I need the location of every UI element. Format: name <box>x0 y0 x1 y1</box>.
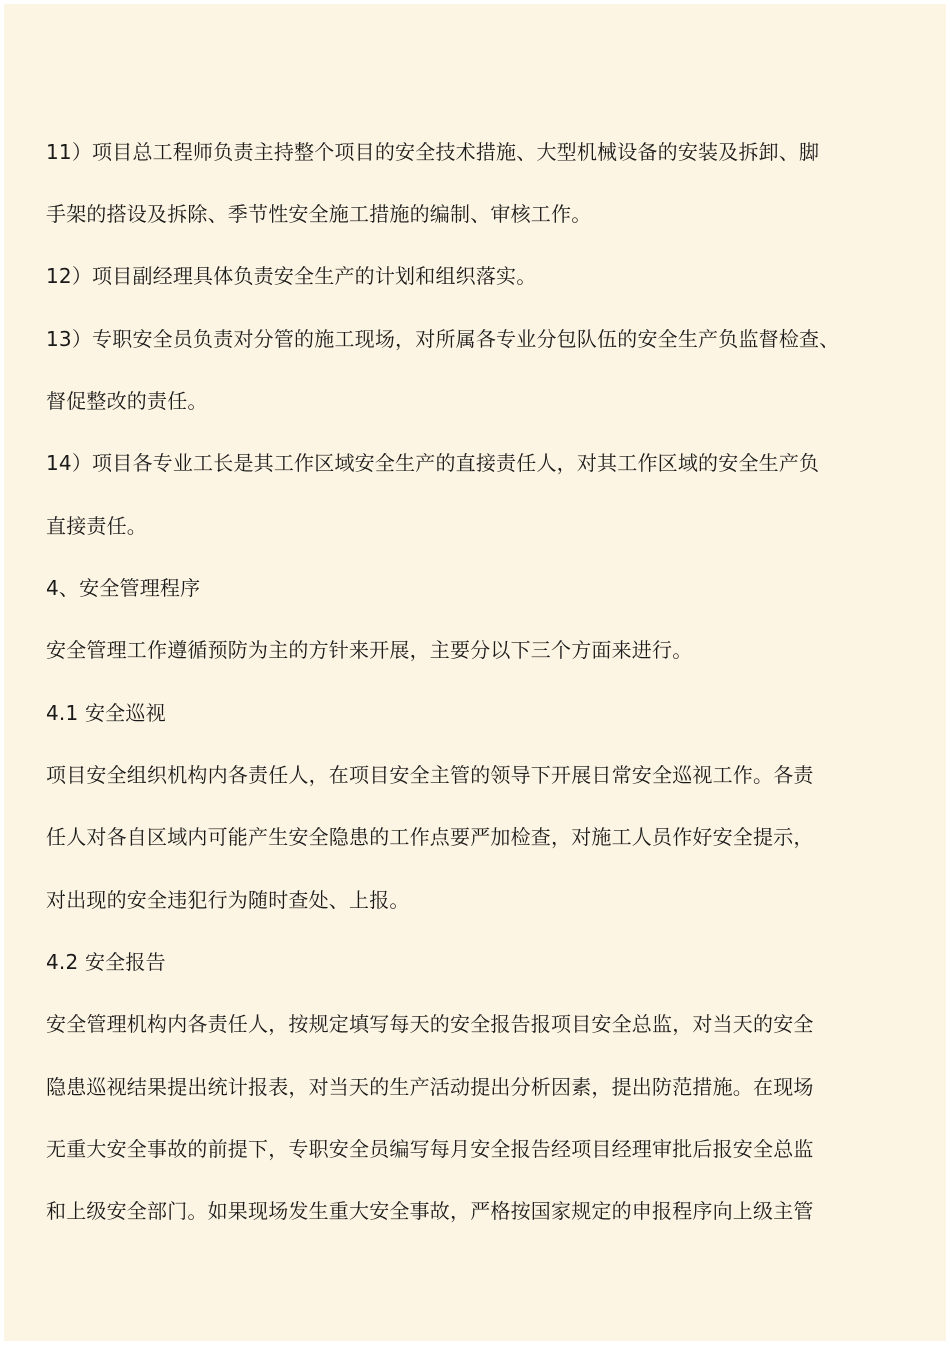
text-line: 手架的搭设及拆除、季节性安全施工措施的编制、审核工作。 <box>46 202 592 226</box>
subsection-heading: 4.1 安全巡视 <box>46 701 166 725</box>
text-line: 项目安全组织机构内各责任人，在项目安全主管的领导下开展日常安全巡视工作。各责 <box>46 763 814 787</box>
text-line: 直接责任。 <box>46 514 147 538</box>
text-line: 安全管理工作遵循预防为主的方针来开展，主要分以下三个方面来进行。 <box>46 638 693 662</box>
subsection-heading: 4.2 安全报告 <box>46 950 166 974</box>
text-line: 14）项目各专业工长是其工作区域安全生产的直接责任人，对其工作区域的安全生产负 <box>46 451 820 475</box>
text-line: 12）项目副经理具体负责安全生产的计划和组织落实。 <box>46 264 537 288</box>
text-line: 11）项目总工程师负责主持整个项目的安全技术措施、大型机械设备的安装及拆卸、脚 <box>46 140 820 164</box>
text-line: 和上级安全部门。如果现场发生重大安全事故，严格按国家规定的申报程序向上级主管 <box>46 1199 814 1223</box>
text-line: 任人对各自区域内可能产生安全隐患的工作点要严加检查，对施工人员作好安全提示， <box>46 825 814 849</box>
text-line: 督促整改的责任。 <box>46 389 208 413</box>
text-line: 对出现的安全违犯行为随时查处、上报。 <box>46 888 410 912</box>
text-line: 隐患巡视结果提出统计报表，对当天的生产活动提出分析因素，提出防范措施。在现场 <box>46 1075 814 1099</box>
section-heading: 4、安全管理程序 <box>46 576 201 600</box>
text-line: 13）专职安全员负责对分管的施工现场，对所属各专业分包队伍的安全生产负监督检查、 <box>46 327 840 351</box>
text-line: 无重大安全事故的前提下，专职安全员编写每月安全报告经项目经理审批后报安全总监 <box>46 1137 814 1161</box>
text-line: 安全管理机构内各责任人，按规定填写每天的安全报告报项目安全总监，对当天的安全 <box>46 1012 814 1036</box>
document-page <box>4 4 946 1341</box>
